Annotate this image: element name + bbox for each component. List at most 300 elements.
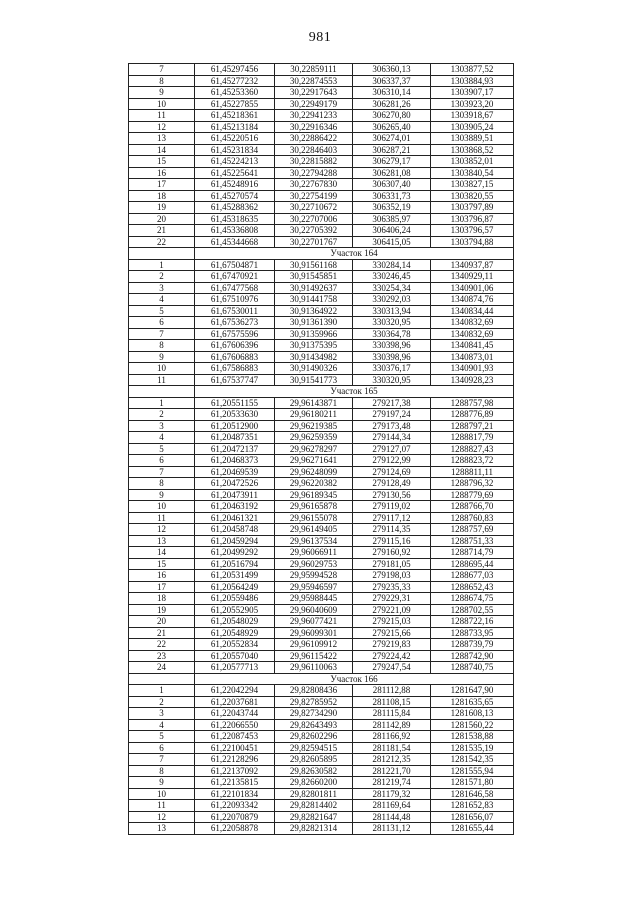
- x-coordinate-cell: 306331,73: [353, 190, 431, 202]
- table-row: [129, 593, 514, 605]
- point-number-cell: 7: [129, 754, 195, 766]
- latitude-cell: 61,20559486: [195, 593, 275, 605]
- x-coordinate-cell: 279115,16: [353, 535, 431, 547]
- y-coordinate-cell: 1288757,98: [431, 397, 514, 409]
- x-coordinate-cell: 281166,92: [353, 731, 431, 743]
- longitude-cell: 30,22794288: [275, 167, 353, 179]
- latitude-cell: 61,20552905: [195, 604, 275, 616]
- y-coordinate-cell: 1303797,89: [431, 202, 514, 214]
- point-number-cell: 17: [129, 179, 195, 191]
- longitude-cell: 30,22886422: [275, 133, 353, 145]
- latitude-cell: 61,45318635: [195, 213, 275, 225]
- latitude-cell: 61,45336808: [195, 225, 275, 237]
- point-number-cell: 16: [129, 167, 195, 179]
- y-coordinate-cell: 1288779,69: [431, 489, 514, 501]
- y-coordinate-cell: 1288760,83: [431, 512, 514, 524]
- point-number-cell: 14: [129, 547, 195, 559]
- table-row: [129, 156, 514, 168]
- table-row: [129, 236, 514, 248]
- longitude-cell: 29,82734290: [275, 708, 353, 720]
- y-coordinate-cell: 1340901,93: [431, 363, 514, 375]
- point-number-cell: 10: [129, 98, 195, 110]
- latitude-cell: 61,45248916: [195, 179, 275, 191]
- y-coordinate-cell: 1303907,17: [431, 87, 514, 99]
- point-number-cell: 2: [129, 409, 195, 421]
- latitude-cell: 61,45288362: [195, 202, 275, 214]
- latitude-cell: 61,22070879: [195, 811, 275, 823]
- table-row: [129, 535, 514, 547]
- point-number-cell: 5: [129, 731, 195, 743]
- point-number-cell: 23: [129, 650, 195, 662]
- table-row: [129, 420, 514, 432]
- x-coordinate-cell: 279221,09: [353, 604, 431, 616]
- point-number-cell: 6: [129, 317, 195, 329]
- section-header-blank-cell: [129, 673, 195, 685]
- point-number-cell: 6: [129, 455, 195, 467]
- point-number-cell: 4: [129, 432, 195, 444]
- table-row: [129, 501, 514, 513]
- x-coordinate-cell: 330313,94: [353, 305, 431, 317]
- point-number-cell: 24: [129, 662, 195, 674]
- point-number-cell: 11: [129, 374, 195, 386]
- table-row: [129, 64, 514, 76]
- longitude-cell: 29,96259359: [275, 432, 353, 444]
- longitude-cell: 30,91434982: [275, 351, 353, 363]
- latitude-cell: 61,20469539: [195, 466, 275, 478]
- latitude-cell: 61,22042294: [195, 685, 275, 697]
- y-coordinate-cell: 1288722,16: [431, 616, 514, 628]
- section-header-row: [129, 386, 514, 398]
- coordinates-table-body: [129, 64, 514, 835]
- latitude-cell: 61,45220516: [195, 133, 275, 145]
- longitude-cell: 29,95988445: [275, 593, 353, 605]
- latitude-cell: 61,20551155: [195, 397, 275, 409]
- y-coordinate-cell: 1281535,19: [431, 742, 514, 754]
- x-coordinate-cell: 306352,19: [353, 202, 431, 214]
- latitude-cell: 61,45225641: [195, 167, 275, 179]
- table-row: [129, 144, 514, 156]
- point-number-cell: 11: [129, 110, 195, 122]
- x-coordinate-cell: 306281,08: [353, 167, 431, 179]
- point-number-cell: 20: [129, 616, 195, 628]
- y-coordinate-cell: 1288827,43: [431, 443, 514, 455]
- latitude-cell: 61,45253360: [195, 87, 275, 99]
- section-header-row: [129, 673, 514, 685]
- y-coordinate-cell: 1288695,44: [431, 558, 514, 570]
- y-coordinate-cell: 1281538,88: [431, 731, 514, 743]
- x-coordinate-cell: 279219,83: [353, 639, 431, 651]
- y-coordinate-cell: 1281542,35: [431, 754, 514, 766]
- latitude-cell: 61,20487351: [195, 432, 275, 444]
- table-row: [129, 650, 514, 662]
- x-coordinate-cell: 306279,17: [353, 156, 431, 168]
- table-row: [129, 374, 514, 386]
- y-coordinate-cell: 1303827,15: [431, 179, 514, 191]
- longitude-cell: 29,96149405: [275, 524, 353, 536]
- point-number-cell: 1: [129, 397, 195, 409]
- y-coordinate-cell: 1303877,52: [431, 64, 514, 76]
- point-number-cell: 2: [129, 271, 195, 283]
- latitude-cell: 61,20472137: [195, 443, 275, 455]
- table-row: [129, 213, 514, 225]
- point-number-cell: 9: [129, 777, 195, 789]
- x-coordinate-cell: 279144,34: [353, 432, 431, 444]
- point-number-cell: 20: [129, 213, 195, 225]
- longitude-cell: 29,82630582: [275, 765, 353, 777]
- latitude-cell: 61,20533630: [195, 409, 275, 421]
- longitude-cell: 30,22859111: [275, 64, 353, 76]
- point-number-cell: 19: [129, 202, 195, 214]
- table-row: [129, 225, 514, 237]
- longitude-cell: 30,22846403: [275, 144, 353, 156]
- longitude-cell: 30,91375395: [275, 340, 353, 352]
- table-row: [129, 110, 514, 122]
- longitude-cell: 30,22705392: [275, 225, 353, 237]
- latitude-cell: 61,20516794: [195, 558, 275, 570]
- latitude-cell: 61,67530011: [195, 305, 275, 317]
- point-number-cell: 21: [129, 627, 195, 639]
- table-row: [129, 478, 514, 490]
- x-coordinate-cell: 281112,88: [353, 685, 431, 697]
- latitude-cell: 61,20548929: [195, 627, 275, 639]
- table-row: [129, 708, 514, 720]
- table-row: [129, 777, 514, 789]
- table-row: [129, 696, 514, 708]
- x-coordinate-cell: 279127,07: [353, 443, 431, 455]
- x-coordinate-cell: 281169,64: [353, 800, 431, 812]
- longitude-cell: 29,82821647: [275, 811, 353, 823]
- y-coordinate-cell: 1288742,90: [431, 650, 514, 662]
- table-row: [129, 765, 514, 777]
- table-row: [129, 570, 514, 582]
- longitude-cell: 29,82605895: [275, 754, 353, 766]
- latitude-cell: 61,20459294: [195, 535, 275, 547]
- y-coordinate-cell: 1340937,87: [431, 259, 514, 271]
- x-coordinate-cell: 330246,45: [353, 271, 431, 283]
- y-coordinate-cell: 1288817,79: [431, 432, 514, 444]
- table-row: [129, 558, 514, 570]
- table-row: [129, 685, 514, 697]
- table-row: [129, 524, 514, 536]
- longitude-cell: 30,91490326: [275, 363, 353, 375]
- longitude-cell: 30,22710672: [275, 202, 353, 214]
- longitude-cell: 29,96219385: [275, 420, 353, 432]
- y-coordinate-cell: 1288702,55: [431, 604, 514, 616]
- point-number-cell: 3: [129, 282, 195, 294]
- y-coordinate-cell: 1303923,20: [431, 98, 514, 110]
- longitude-cell: 30,22941233: [275, 110, 353, 122]
- table-row: [129, 639, 514, 651]
- latitude-cell: 61,45344668: [195, 236, 275, 248]
- table-row: [129, 363, 514, 375]
- y-coordinate-cell: 1288757,69: [431, 524, 514, 536]
- y-coordinate-cell: 1303794,88: [431, 236, 514, 248]
- latitude-cell: 61,67504871: [195, 259, 275, 271]
- point-number-cell: 18: [129, 190, 195, 202]
- table-row: [129, 133, 514, 145]
- latitude-cell: 61,45231834: [195, 144, 275, 156]
- x-coordinate-cell: 281144,48: [353, 811, 431, 823]
- x-coordinate-cell: 306307,40: [353, 179, 431, 191]
- latitude-cell: 61,22093342: [195, 800, 275, 812]
- longitude-cell: 30,22949179: [275, 98, 353, 110]
- latitude-cell: 61,45218361: [195, 110, 275, 122]
- x-coordinate-cell: 306360,13: [353, 64, 431, 76]
- y-coordinate-cell: 1340929,11: [431, 271, 514, 283]
- x-coordinate-cell: 306415,05: [353, 236, 431, 248]
- longitude-cell: 29,96271641: [275, 455, 353, 467]
- longitude-cell: 30,22701767: [275, 236, 353, 248]
- table-row: [129, 604, 514, 616]
- y-coordinate-cell: 1303840,54: [431, 167, 514, 179]
- latitude-cell: 61,22087453: [195, 731, 275, 743]
- table-row: [129, 627, 514, 639]
- x-coordinate-cell: 330398,96: [353, 340, 431, 352]
- latitude-cell: 61,22100451: [195, 742, 275, 754]
- longitude-cell: 29,82801811: [275, 788, 353, 800]
- y-coordinate-cell: 1303796,87: [431, 213, 514, 225]
- y-coordinate-cell: 1340874,76: [431, 294, 514, 306]
- point-number-cell: 13: [129, 535, 195, 547]
- table-row: [129, 397, 514, 409]
- table-row: [129, 547, 514, 559]
- y-coordinate-cell: 1288652,43: [431, 581, 514, 593]
- section-title: Участок 166: [195, 673, 514, 685]
- point-number-cell: 12: [129, 811, 195, 823]
- y-coordinate-cell: 1281608,13: [431, 708, 514, 720]
- point-number-cell: 10: [129, 501, 195, 513]
- point-number-cell: 5: [129, 443, 195, 455]
- point-number-cell: 16: [129, 570, 195, 582]
- longitude-cell: 29,96110063: [275, 662, 353, 674]
- x-coordinate-cell: 306310,14: [353, 87, 431, 99]
- y-coordinate-cell: 1303796,57: [431, 225, 514, 237]
- x-coordinate-cell: 279215,03: [353, 616, 431, 628]
- y-coordinate-cell: 1281656,07: [431, 811, 514, 823]
- latitude-cell: 61,67470921: [195, 271, 275, 283]
- point-number-cell: 12: [129, 524, 195, 536]
- latitude-cell: 61,20564249: [195, 581, 275, 593]
- y-coordinate-cell: 1340901,06: [431, 282, 514, 294]
- longitude-cell: 30,22917643: [275, 87, 353, 99]
- x-coordinate-cell: 330320,95: [353, 374, 431, 386]
- point-number-cell: 5: [129, 305, 195, 317]
- point-number-cell: 2: [129, 696, 195, 708]
- point-number-cell: 7: [129, 64, 195, 76]
- point-number-cell: 9: [129, 489, 195, 501]
- table-row: [129, 271, 514, 283]
- longitude-cell: 29,96220382: [275, 478, 353, 490]
- latitude-cell: 61,45227855: [195, 98, 275, 110]
- x-coordinate-cell: 330284,14: [353, 259, 431, 271]
- x-coordinate-cell: 330398,96: [353, 351, 431, 363]
- latitude-cell: 61,22128296: [195, 754, 275, 766]
- table-row: [129, 466, 514, 478]
- latitude-cell: 61,67537747: [195, 374, 275, 386]
- latitude-cell: 61,22043744: [195, 708, 275, 720]
- y-coordinate-cell: 1288776,89: [431, 409, 514, 421]
- y-coordinate-cell: 1340841,45: [431, 340, 514, 352]
- latitude-cell: 61,67606396: [195, 340, 275, 352]
- x-coordinate-cell: 279124,69: [353, 466, 431, 478]
- x-coordinate-cell: 330292,03: [353, 294, 431, 306]
- longitude-cell: 30,91545851: [275, 271, 353, 283]
- latitude-cell: 61,20577713: [195, 662, 275, 674]
- x-coordinate-cell: 279114,35: [353, 524, 431, 536]
- latitude-cell: 61,67575596: [195, 328, 275, 340]
- table-row: [129, 731, 514, 743]
- latitude-cell: 61,22101834: [195, 788, 275, 800]
- y-coordinate-cell: 1281555,94: [431, 765, 514, 777]
- latitude-cell: 61,20499292: [195, 547, 275, 559]
- table-row: [129, 811, 514, 823]
- x-coordinate-cell: 281108,15: [353, 696, 431, 708]
- section-header-blank-cell: [129, 386, 195, 398]
- y-coordinate-cell: 1288811,11: [431, 466, 514, 478]
- table-row: [129, 179, 514, 191]
- point-number-cell: 11: [129, 512, 195, 524]
- x-coordinate-cell: 306270,80: [353, 110, 431, 122]
- longitude-cell: 29,96189345: [275, 489, 353, 501]
- longitude-cell: 29,96040609: [275, 604, 353, 616]
- latitude-cell: 61,20461321: [195, 512, 275, 524]
- longitude-cell: 30,22754199: [275, 190, 353, 202]
- longitude-cell: 29,96077421: [275, 616, 353, 628]
- x-coordinate-cell: 306385,97: [353, 213, 431, 225]
- point-number-cell: 8: [129, 765, 195, 777]
- x-coordinate-cell: 330320,95: [353, 317, 431, 329]
- y-coordinate-cell: 1288733,95: [431, 627, 514, 639]
- table-row: [129, 167, 514, 179]
- latitude-cell: 61,67586883: [195, 363, 275, 375]
- longitude-cell: 30,22767830: [275, 179, 353, 191]
- latitude-cell: 61,67606883: [195, 351, 275, 363]
- table-row: [129, 351, 514, 363]
- point-number-cell: 15: [129, 558, 195, 570]
- point-number-cell: 17: [129, 581, 195, 593]
- latitude-cell: 61,20472526: [195, 478, 275, 490]
- point-number-cell: 8: [129, 478, 195, 490]
- point-number-cell: 6: [129, 742, 195, 754]
- table-row: [129, 742, 514, 754]
- y-coordinate-cell: 1340832,69: [431, 317, 514, 329]
- point-number-cell: 8: [129, 75, 195, 87]
- table-row: [129, 282, 514, 294]
- y-coordinate-cell: 1288714,79: [431, 547, 514, 559]
- x-coordinate-cell: 279117,12: [353, 512, 431, 524]
- table-row: [129, 455, 514, 467]
- table-row: [129, 719, 514, 731]
- x-coordinate-cell: 279160,92: [353, 547, 431, 559]
- x-coordinate-cell: 281142,89: [353, 719, 431, 731]
- point-number-cell: 12: [129, 121, 195, 133]
- x-coordinate-cell: 279173,48: [353, 420, 431, 432]
- point-number-cell: 13: [129, 823, 195, 835]
- longitude-cell: 29,96143871: [275, 397, 353, 409]
- point-number-cell: 4: [129, 719, 195, 731]
- table-row: [129, 581, 514, 593]
- point-number-cell: 8: [129, 340, 195, 352]
- longitude-cell: 29,96099301: [275, 627, 353, 639]
- y-coordinate-cell: 1281571,80: [431, 777, 514, 789]
- longitude-cell: 30,91441758: [275, 294, 353, 306]
- latitude-cell: 61,22037681: [195, 696, 275, 708]
- y-coordinate-cell: 1288797,21: [431, 420, 514, 432]
- table-row: [129, 489, 514, 501]
- x-coordinate-cell: 279229,31: [353, 593, 431, 605]
- point-number-cell: 21: [129, 225, 195, 237]
- x-coordinate-cell: 279181,05: [353, 558, 431, 570]
- y-coordinate-cell: 1281646,58: [431, 788, 514, 800]
- longitude-cell: 29,96180211: [275, 409, 353, 421]
- latitude-cell: 61,45224213: [195, 156, 275, 168]
- coordinates-table: [128, 63, 514, 835]
- x-coordinate-cell: 281221,70: [353, 765, 431, 777]
- x-coordinate-cell: 281181,54: [353, 742, 431, 754]
- table-row: [129, 512, 514, 524]
- y-coordinate-cell: 1303820,55: [431, 190, 514, 202]
- y-coordinate-cell: 1288751,33: [431, 535, 514, 547]
- y-coordinate-cell: 1288766,70: [431, 501, 514, 513]
- x-coordinate-cell: 279217,38: [353, 397, 431, 409]
- latitude-cell: 61,22137092: [195, 765, 275, 777]
- point-number-cell: 3: [129, 708, 195, 720]
- longitude-cell: 29,82808436: [275, 685, 353, 697]
- longitude-cell: 29,82660200: [275, 777, 353, 789]
- x-coordinate-cell: 306287,21: [353, 144, 431, 156]
- longitude-cell: 29,82594515: [275, 742, 353, 754]
- latitude-cell: 61,20552834: [195, 639, 275, 651]
- point-number-cell: 22: [129, 639, 195, 651]
- table-row: [129, 662, 514, 674]
- longitude-cell: 29,96165878: [275, 501, 353, 513]
- latitude-cell: 61,45277232: [195, 75, 275, 87]
- x-coordinate-cell: 279198,03: [353, 570, 431, 582]
- point-number-cell: 1: [129, 259, 195, 271]
- latitude-cell: 61,20512900: [195, 420, 275, 432]
- longitude-cell: 29,96155078: [275, 512, 353, 524]
- x-coordinate-cell: 330254,34: [353, 282, 431, 294]
- table-row: [129, 121, 514, 133]
- point-number-cell: 1: [129, 685, 195, 697]
- table-row: [129, 98, 514, 110]
- y-coordinate-cell: 1340928,23: [431, 374, 514, 386]
- latitude-cell: 61,20468373: [195, 455, 275, 467]
- latitude-cell: 61,20473911: [195, 489, 275, 501]
- y-coordinate-cell: 1281652,83: [431, 800, 514, 812]
- point-number-cell: 19: [129, 604, 195, 616]
- longitude-cell: 29,96115422: [275, 650, 353, 662]
- section-title: Участок 165: [195, 386, 514, 398]
- longitude-cell: 29,95946597: [275, 581, 353, 593]
- latitude-cell: 61,22066550: [195, 719, 275, 731]
- x-coordinate-cell: 281115,84: [353, 708, 431, 720]
- y-coordinate-cell: 1281635,65: [431, 696, 514, 708]
- table-row: [129, 754, 514, 766]
- y-coordinate-cell: 1303868,52: [431, 144, 514, 156]
- table-row: [129, 443, 514, 455]
- latitude-cell: 61,67477568: [195, 282, 275, 294]
- longitude-cell: 30,22874553: [275, 75, 353, 87]
- page-number: 981: [308, 30, 332, 45]
- section-title: Участок 164: [195, 248, 514, 260]
- x-coordinate-cell: 281179,32: [353, 788, 431, 800]
- x-coordinate-cell: 306406,24: [353, 225, 431, 237]
- longitude-cell: 29,96066911: [275, 547, 353, 559]
- x-coordinate-cell: 281212,35: [353, 754, 431, 766]
- y-coordinate-cell: 1281647,90: [431, 685, 514, 697]
- y-coordinate-cell: 1340873,01: [431, 351, 514, 363]
